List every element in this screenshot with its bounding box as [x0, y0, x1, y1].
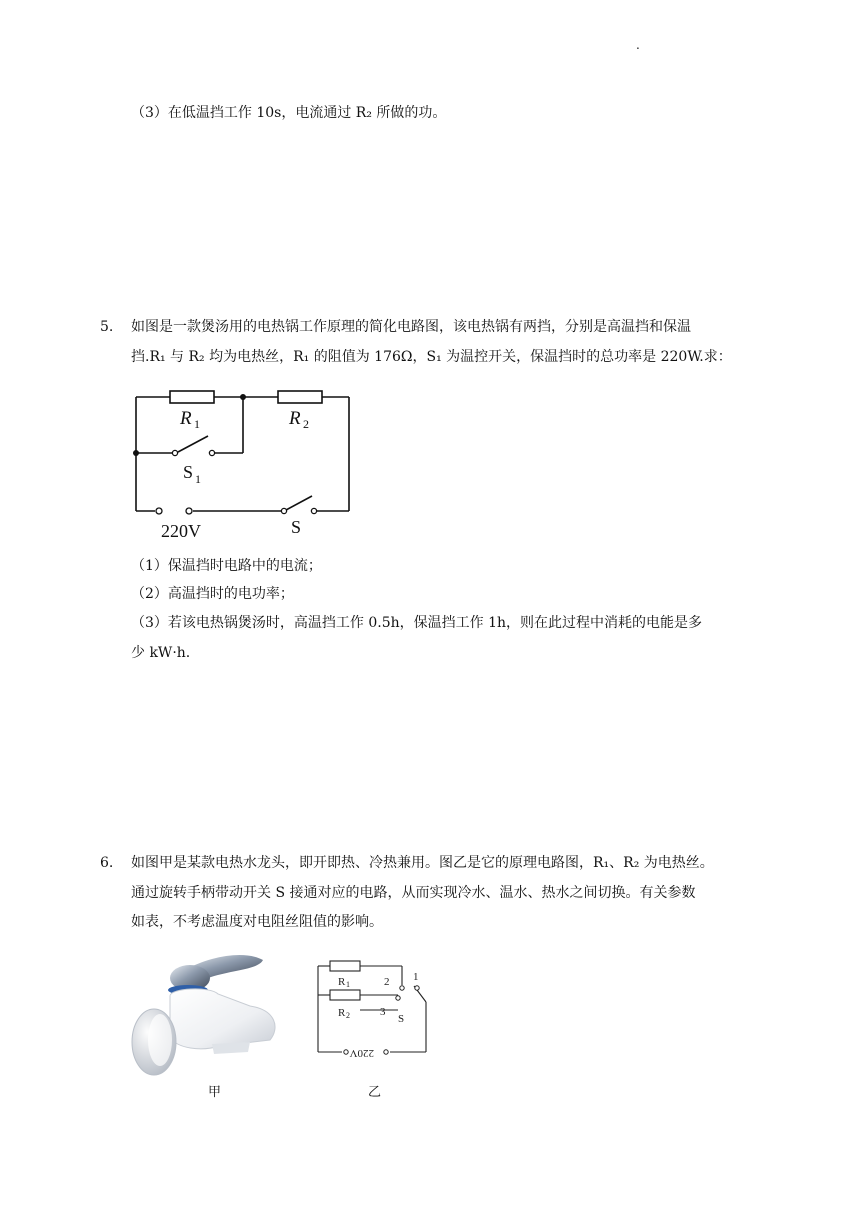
- q5-r1-resistor: [170, 391, 214, 403]
- q5-part3-line1: （3）若该电热锅煲汤时，高温挡工作 0.5h，保温挡工作 1h，则在此过程中消耗的电能是多: [131, 615, 703, 631]
- q5-part3-line2: 少 kW·h.: [131, 645, 191, 661]
- q5-part1: （1）保温挡时电路中的电流；: [131, 558, 322, 574]
- q5-r2-resistor: [278, 391, 322, 403]
- q6-fig-a-caption: 甲: [208, 1085, 222, 1100]
- q5-stem-line2: 挡.R₁ 与 R₂ 均为电热丝，R₁ 的阻值为 176Ω，S₁ 为温控开关，保温挡时的总功率是 220W.求：: [131, 349, 732, 365]
- q6-s-label: S: [398, 1013, 405, 1025]
- q6-circuit-diagram: [312, 958, 437, 1062]
- q6-contact-1: 1: [413, 971, 419, 983]
- q6-r2-resistor: [330, 990, 360, 1000]
- q6-stem-line1: 如图甲是某款电热水龙头，即开即热、冷热兼用。图乙是它的原理电路图，R₁、R₂ 为电热丝。: [131, 855, 714, 871]
- q6-r2-label: R: [338, 1007, 346, 1019]
- q5-s1-label: S: [183, 462, 194, 482]
- page-marker: .: [636, 38, 640, 52]
- q6-contact-2: 2: [384, 976, 390, 988]
- q6-contact-3: 3: [380, 1006, 386, 1018]
- q4-part3-text: （3）在低温挡工作 10s，电流通过 R₂ 所做的功。: [131, 105, 447, 121]
- q5-s-switch-arm: [286, 496, 312, 510]
- q5-circuit-diagram: [128, 388, 358, 540]
- q6-faucet-image: [130, 948, 285, 1083]
- q5-r2-label: R: [289, 408, 301, 429]
- q5-s1-sub: 1: [195, 472, 201, 486]
- q6-r2-sub: 2: [346, 1011, 350, 1020]
- q5-s1-switch-arm: [178, 436, 208, 452]
- q6-r1-label: R: [338, 976, 346, 988]
- q5-r2-sub: 2: [303, 417, 309, 431]
- q6-r1-sub: 1: [346, 980, 350, 989]
- q6-stem-line3: 如表，不考虑温度对电阻丝阻值的影响。: [131, 914, 383, 930]
- q5-s-label: S: [291, 517, 302, 537]
- q5-r1-label: R: [180, 408, 192, 429]
- q6-stem-line2: 通过旋转手柄带动开关 S 接通对应的电路，从而实现冷水、温水、热水之间切换。有关参数: [131, 885, 696, 901]
- q6-fig-b-caption: 乙: [368, 1085, 382, 1100]
- q5-voltage-label: 220V: [161, 521, 201, 540]
- q6-number: 6.: [100, 855, 114, 871]
- q5-number: 5.: [100, 319, 114, 335]
- q5-r1-sub: 1: [194, 417, 200, 431]
- q5-stem-line1: 如图是一款煲汤用的电热锅工作原理的简化电路图，该电热锅有两挡，分别是高温挡和保温: [131, 319, 691, 335]
- q6-r1-resistor: [330, 961, 360, 971]
- q6-voltage-label: 220V: [349, 1047, 374, 1059]
- q5-part2: （2）高温挡时的电功率；: [131, 586, 294, 602]
